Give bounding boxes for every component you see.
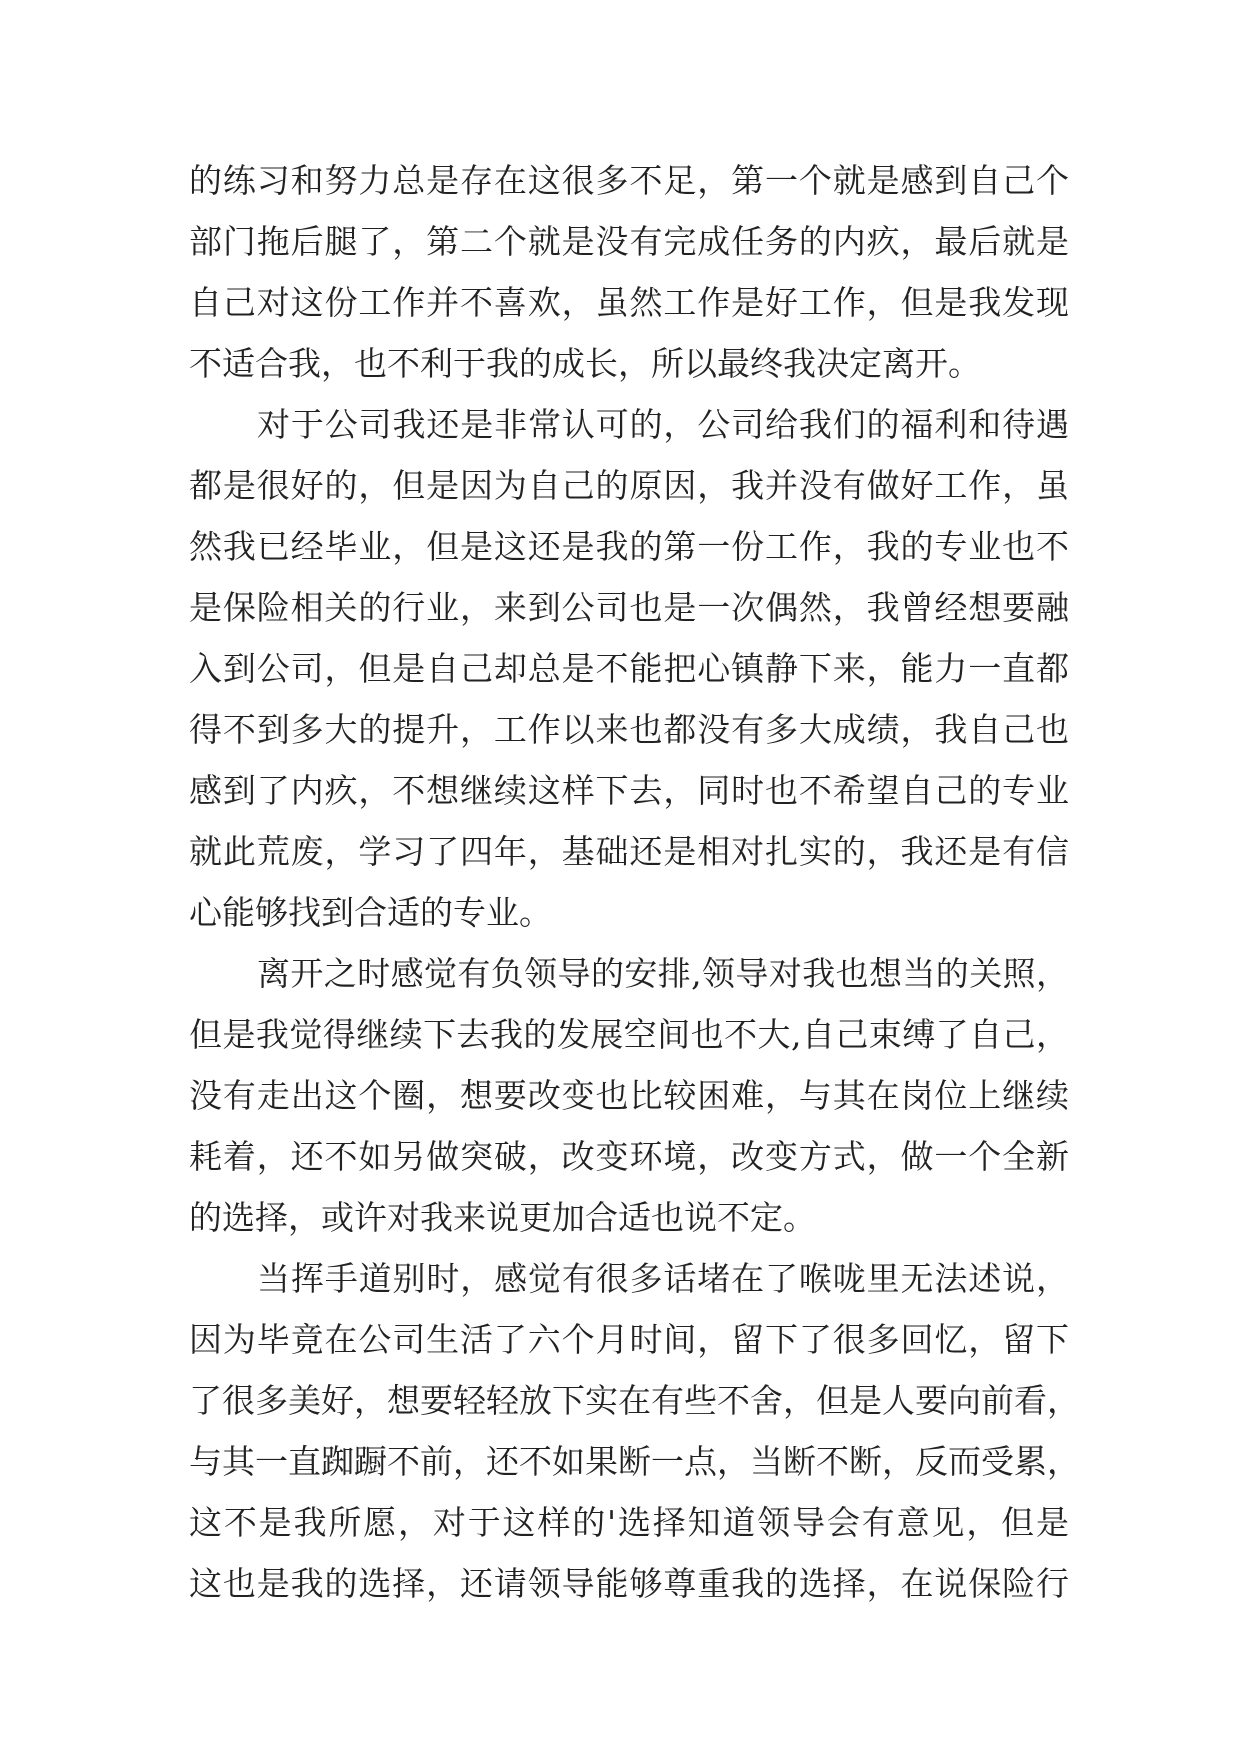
text-line: 当挥手道别时，感觉有很多话堵在了喉咙里无法述说，: [257, 1259, 1069, 1298]
text-line: 与其一直踟蹰不前，还不如果断一点，当断不断，反而受累，: [189, 1442, 1080, 1481]
text-line: 心能够找到合适的专业。: [189, 893, 552, 932]
text-line: 没有走出这个圈，想要改变也比较困难，与其在岗位上继续: [189, 1076, 1069, 1115]
text-line: 但是我觉得继续下去我的发展空间也不大,自己束缚了自己，: [189, 1015, 1069, 1054]
text-line: 了很多美好，想要轻轻放下实在有些不舍，但是人要向前看，: [189, 1381, 1080, 1420]
text-line: 离开之时感觉有负领导的安排,领导对我也想当的关照，: [257, 954, 1069, 993]
text-line: 的选择，或许对我来说更加合适也说不定。: [189, 1198, 816, 1237]
text-line: 得不到多大的提升，工作以来也都没有多大成绩，我自己也: [189, 710, 1069, 749]
text-line: 对于公司我还是非常认可的，公司给我们的福利和待遇: [257, 405, 1069, 444]
text-line: 部门拖后腿了，第二个就是没有完成任务的内疚，最后就是: [189, 222, 1069, 261]
text-line: 因为毕竟在公司生活了六个月时间，留下了很多回忆，留下: [189, 1320, 1069, 1359]
text-line: 这不是我所愿，对于这样的'选择知道领导会有意见，但是: [189, 1503, 1069, 1542]
text-line: 自己对这份工作并不喜欢，虽然工作是好工作，但是我发现: [189, 283, 1069, 322]
text-line: 然我已经毕业，但是这还是我的第一份工作，我的专业也不: [189, 527, 1069, 566]
document-body: [189, 150, 1080, 1614]
text-line: 耗着，还不如另做突破，改变环境，改变方式，做一个全新: [189, 1137, 1069, 1176]
text-line: 感到了内疚，不想继续这样下去，同时也不希望自己的专业: [189, 771, 1069, 810]
text-line: 都是很好的，但是因为自己的原因，我并没有做好工作，虽: [189, 466, 1069, 505]
text-line: 就此荒废，学习了四年，基础还是相对扎实的，我还是有信: [189, 832, 1069, 871]
text-line: 这也是我的选择，还请领导能够尊重我的选择，在说保险行: [189, 1564, 1069, 1603]
text-line: 是保险相关的行业，来到公司也是一次偶然，我曾经想要融: [189, 588, 1069, 627]
text-line: 入到公司，但是自己却总是不能把心镇静下来，能力一直都: [189, 649, 1069, 688]
text-line: 的练习和努力总是存在这很多不足，第一个就是感到自己个: [189, 161, 1069, 200]
text-line: 不适合我，也不利于我的成长，所以最终我决定离开。: [189, 344, 981, 383]
